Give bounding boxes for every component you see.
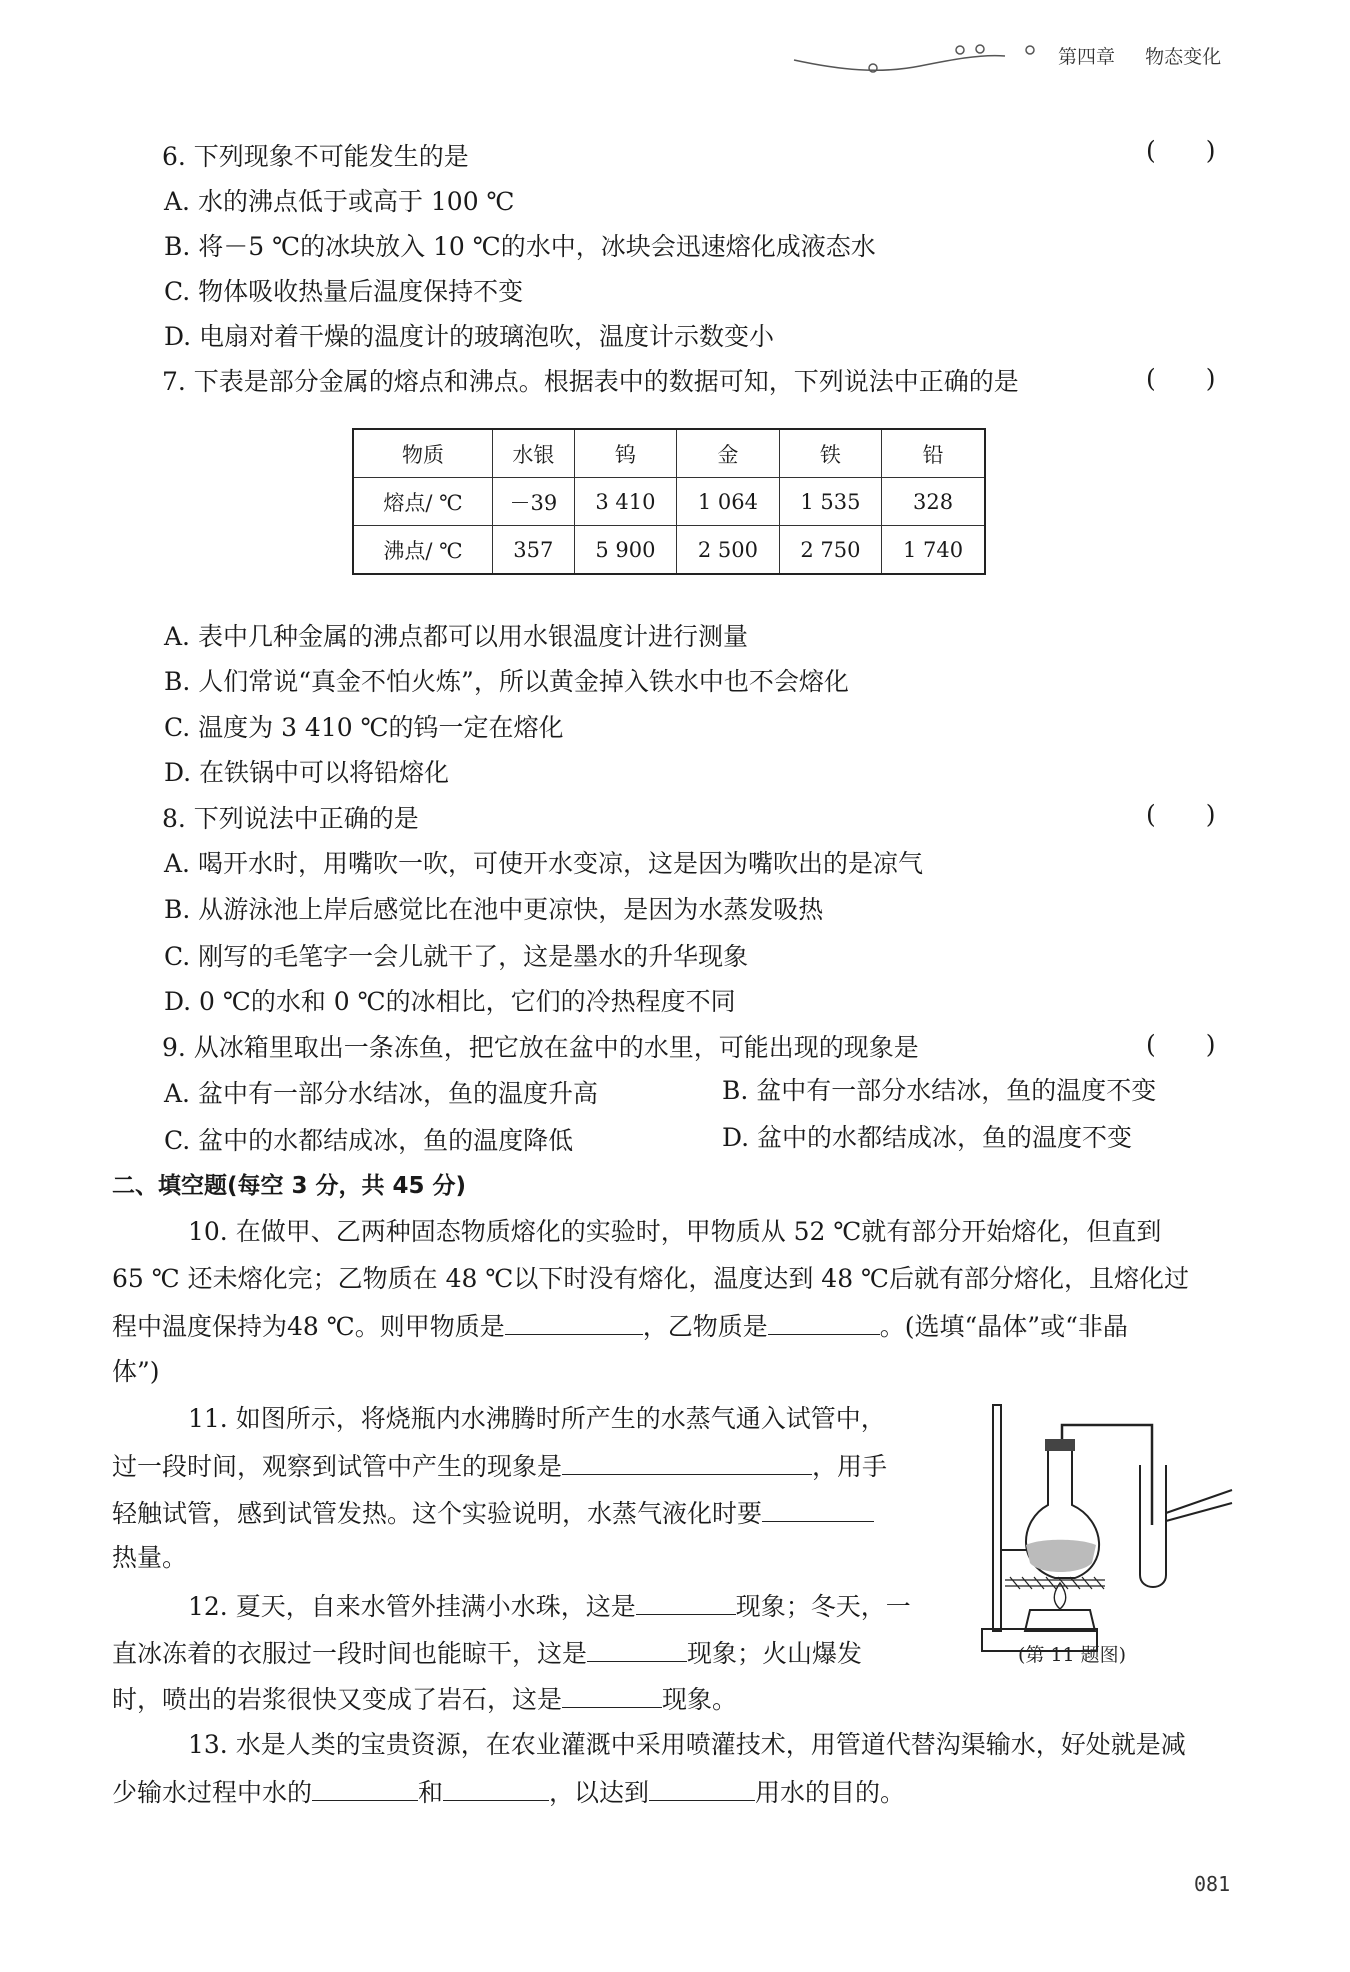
q12-text-a: 12. 夏天，自来水管外挂满小水珠，这是 (188, 1592, 636, 1621)
chapter-number: 第四章 (1058, 46, 1116, 68)
q12-text-c: 直冰冻着的衣服过一段时间也能晾干，这是 (112, 1639, 588, 1668)
q11-blank-1[interactable] (562, 1448, 812, 1475)
q11-text-a: 过一段时间，观察到试管中产生的现象是 (112, 1452, 563, 1481)
q12-text-e: 时，喷出的岩浆很快又变成了岩石，这是 (112, 1685, 563, 1714)
question-8-option-d: D. 0 ℃的水和 0 ℃的冰相比，它们的冷热程度不同 (164, 987, 736, 1016)
table-header-cell: 铅 (882, 429, 985, 478)
table-cell: －39 (493, 478, 575, 526)
q10-text-b: ，乙物质是 (642, 1312, 768, 1341)
question-6-option-b: B. 将－5 ℃的冰块放入 10 ℃的水中，冰块会迅速熔化成液态水 (164, 232, 876, 261)
question-10-line-2: 65 ℃ 还未熔化完；乙物质在 48 ℃以下时没有熔化，温度达到 48 ℃后就有部分熔化，且熔化过 (112, 1264, 1190, 1293)
question-10-line-1: 10. 在做甲、乙两种固态物质熔化的实验时，甲物质从 52 ℃就有部分开始熔化，但直到 (188, 1217, 1162, 1246)
table-cell: 沸点/ ℃ (353, 526, 493, 575)
q11-text-b: ，用手 (812, 1452, 888, 1481)
q12-blank-3[interactable] (562, 1681, 662, 1708)
q11-blank-2[interactable] (762, 1495, 874, 1522)
q12-text-d: 现象；火山爆发 (687, 1639, 863, 1668)
q12-text-b: 现象；冬天，一 (735, 1592, 911, 1621)
q10-blank-2[interactable] (768, 1308, 880, 1335)
question-9-answer-bracket: ( ) (1146, 1030, 1216, 1059)
table-header-cell: 水银 (493, 429, 575, 478)
table-cell: 1 064 (677, 478, 779, 526)
question-9-option-a: A. 盆中有一部分水结冰，鱼的温度升高 (164, 1079, 598, 1108)
q12-blank-2[interactable] (587, 1635, 687, 1662)
header-decoration (790, 36, 1050, 76)
question-11-line-3 (112, 1495, 874, 1531)
question-11-line-1: 11. 如图所示，将烧瓶内水沸腾时所产生的水蒸气通入试管中， (188, 1404, 886, 1433)
table-cell: 2 750 (779, 526, 881, 575)
question-13-line-1: 13. 水是人类的宝贵资源，在农业灌溉中采用喷灌技术，用管道代替沟渠输水，好处就是减 (188, 1730, 1186, 1759)
question-10-line-4: 体”) (112, 1357, 160, 1386)
question-7-option-a: A. 表中几种金属的沸点都可以用水银温度计进行测量 (164, 622, 748, 651)
table-cell: 2 500 (677, 526, 779, 575)
table-row (353, 478, 985, 526)
question-11-line-2 (112, 1448, 887, 1484)
question-8-option-b: B. 从游泳池上岸后感觉比在池中更凉快，是因为水蒸发吸热 (164, 895, 824, 924)
question-7-option-c: C. 温度为 3 410 ℃的钨一定在熔化 (164, 713, 564, 742)
question-6-option-a: A. 水的沸点低于或高于 100 ℃ (164, 187, 515, 216)
question-6-answer-bracket: ( ) (1146, 136, 1216, 165)
table-header-cell: 金 (677, 429, 779, 478)
question-6-stem: 6. 下列现象不可能发生的是 (162, 142, 469, 171)
melting-boiling-table (352, 428, 986, 575)
q10-blank-1[interactable] (505, 1308, 643, 1335)
table-header-cell: 铁 (779, 429, 881, 478)
q13-blank-1[interactable] (312, 1774, 418, 1801)
q11-text-c: 轻触试管，感到试管发热。这个实验说明，水蒸气液化时要 (112, 1499, 763, 1528)
table-cell: 1 535 (779, 478, 881, 526)
question-9-option-b: B. 盆中有一部分水结冰，鱼的温度不变 (722, 1076, 1157, 1105)
chapter-header (1058, 42, 1221, 69)
table-header-row (353, 429, 985, 478)
question-11-line-4: 热量。 (112, 1543, 188, 1572)
question-7-option-b: B. 人们常说“真金不怕火炼”，所以黄金掉入铁水中也不会熔化 (164, 667, 849, 696)
question-13-line-2 (112, 1774, 905, 1810)
q12-blank-1[interactable] (636, 1588, 736, 1615)
question-10-line-3 (112, 1308, 1128, 1344)
q13-text-d: 用水的目的。 (755, 1778, 906, 1807)
q13-blank-3[interactable] (649, 1774, 755, 1801)
q10-text-a: 程中温度保持为48 ℃。则甲物质是 (112, 1312, 505, 1341)
q10-text-c: 。(选填“晶体”或“非晶 (879, 1312, 1128, 1341)
q13-text-b: 和 (418, 1778, 444, 1807)
table-cell: 328 (882, 478, 985, 526)
table-cell: 5 900 (574, 526, 676, 575)
question-12-line-3 (112, 1681, 737, 1717)
chapter-title: 物态变化 (1145, 46, 1222, 68)
question-8-option-c: C. 刚写的毛笔字一会儿就干了，这是墨水的升华现象 (164, 942, 749, 971)
figure-caption: (第 11 题图) (1018, 1644, 1127, 1666)
question-7-option-d: D. 在铁锅中可以将铅熔化 (164, 758, 450, 787)
table-cell: 1 740 (882, 526, 985, 575)
section-2-title: 二、填空题(每空 3 分，共 45 分) (112, 1173, 467, 1199)
table-cell: 357 (493, 526, 575, 575)
question-12-line-1 (188, 1588, 911, 1624)
q13-blank-2[interactable] (443, 1774, 549, 1801)
q13-text-a: 少输水过程中水的 (112, 1778, 313, 1807)
question-6-option-c: C. 物体吸收热量后温度保持不变 (164, 277, 524, 306)
question-6-option-d: D. 电扇对着干燥的温度计的玻璃泡吹，温度计示数变小 (164, 322, 775, 351)
table-cell: 3 410 (574, 478, 676, 526)
question-12-line-2 (112, 1635, 862, 1671)
question-9-stem: 9. 从冰箱里取出一条冻鱼，把它放在盆中的水里，可能出现的现象是 (162, 1033, 919, 1062)
q12-text-f: 现象。 (662, 1685, 738, 1714)
question-9-option-d: D. 盆中的水都结成冰，鱼的温度不变 (722, 1123, 1133, 1152)
question-8-option-a: A. 喝开水时，用嘴吹一吹，可使开水变凉，这是因为嘴吹出的是凉气 (164, 849, 923, 878)
table-header-cell: 钨 (574, 429, 676, 478)
question-7-answer-bracket: ( ) (1146, 364, 1216, 393)
question-8-stem: 8. 下列说法中正确的是 (162, 804, 419, 833)
table-header-cell: 物质 (353, 429, 493, 478)
question-8-answer-bracket: ( ) (1146, 800, 1216, 829)
question-7-stem: 7. 下表是部分金属的熔点和沸点。根据表中的数据可知，下列说法中正确的是 (162, 367, 1019, 396)
q13-text-c: ，以达到 (549, 1778, 650, 1807)
question-9-option-c: C. 盆中的水都结成冰，鱼的温度降低 (164, 1126, 574, 1155)
table-cell: 熔点/ ℃ (353, 478, 493, 526)
page-number: 081 (1194, 1872, 1231, 1896)
table-row (353, 526, 985, 575)
